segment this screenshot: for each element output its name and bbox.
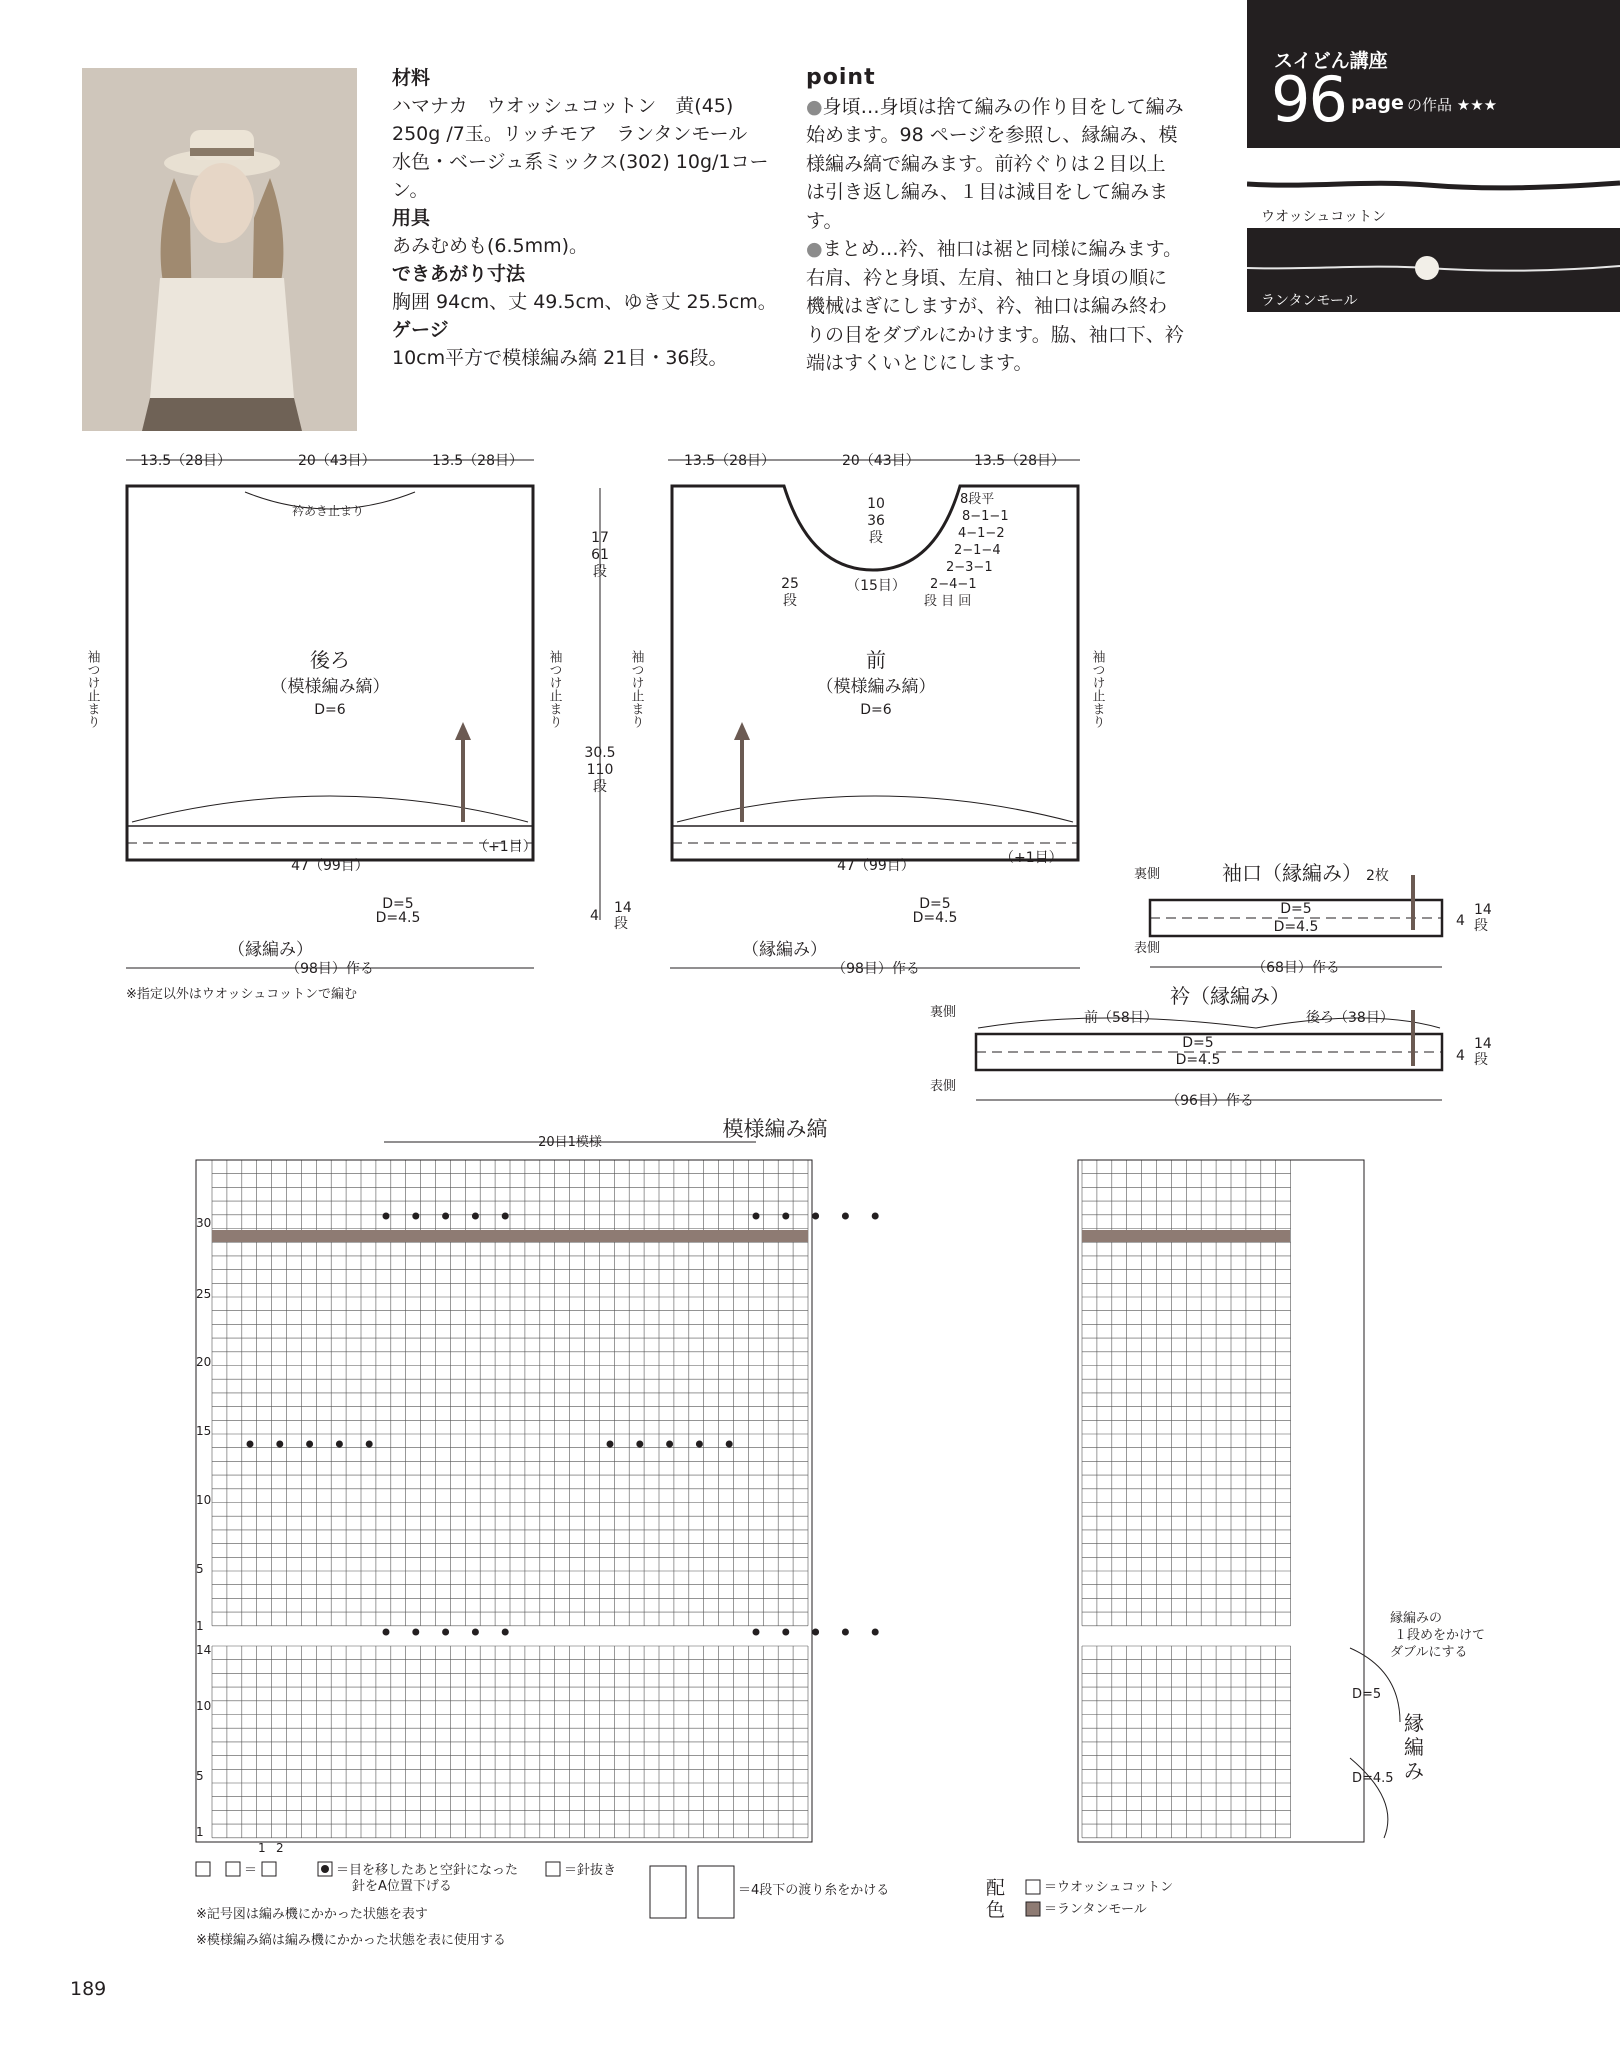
cuff-title: 袖口（縁編み） [1222, 861, 1362, 885]
back-armhole-unit: 段 [593, 564, 607, 580]
legend-mole: ＝ランタンモール [1044, 1902, 1147, 1917]
row-5: 5 [196, 1562, 204, 1576]
chart-d5: D=5 [1352, 1687, 1382, 1702]
legend-float: ＝4段下の渡り糸をかける [738, 1883, 890, 1898]
decrease-legend: 段 目 回 [924, 594, 972, 609]
cuff-d5: D=5 [1280, 901, 1312, 917]
point-text-2: まとめ…衿、袖口は裾と同様に編みます。右肩、衿と身頃、左肩、袖口と身頃の順に機械はぎにしますが、衿、袖口は編み終わりの目をダブルにかけます。脇、袖口下、衿端はすくいとじにします。 [806, 238, 1184, 374]
work-page-number: 96 [1271, 63, 1346, 136]
front-tension: D=6 [860, 702, 892, 718]
front-sleeve-stop-left: 袖つけ止まり [628, 650, 644, 728]
back-sleeve-stop-left: 袖つけ止まり [84, 650, 100, 728]
schematics [0, 430, 1620, 1110]
collar-cast-on: （96目）作る [1166, 1093, 1254, 1109]
tools-text: あみむめも(6.5mm)。 [392, 235, 589, 257]
row-30: 30 [196, 1216, 212, 1230]
legend-color-2: 色 [986, 1899, 1006, 1921]
back-neck-width: 20（43目） [298, 453, 376, 469]
gauge-heading: ゲージ [392, 319, 449, 341]
decrease-2: 8−1−1 [962, 509, 1009, 524]
cuff-count: 2枚 [1366, 868, 1389, 884]
edge-label-3: み [1404, 1759, 1424, 1783]
difficulty-label: の作品 ★★★ [1407, 96, 1498, 114]
chart-grid [196, 1160, 1364, 1842]
back-width: 47（99目） [291, 858, 369, 874]
chart-note-3: ダブルにする [1390, 1645, 1468, 1660]
decrease-4: 2−1−4 [954, 543, 1001, 558]
legend-transfer: ＝目を移したあと空針になった [336, 1863, 519, 1878]
yarn-label-1: ウオッシュコットン [1261, 209, 1387, 225]
chart-repeat: 20目1模様 [538, 1135, 602, 1150]
front-sleeve-stop-right: 袖つけ止まり [1089, 650, 1105, 728]
back-cast-on: （98目）作る [286, 961, 374, 977]
back-neck-stop: 衿あき止まり [292, 504, 365, 518]
cuff-omote: 表側 [1134, 941, 1161, 956]
col-2: 2 [276, 1841, 284, 1855]
row-1: 1 [196, 1619, 204, 1633]
front-increase: （+1目） [1000, 850, 1063, 866]
point-heading: point [806, 65, 876, 90]
front-neck-width: 20（43目） [842, 453, 920, 469]
yarn-swatch-1 [1247, 150, 1620, 228]
edge-row-1: 1 [196, 1825, 204, 1839]
size-heading: できあがり寸法 [392, 263, 526, 285]
stitch-chart [0, 1110, 1620, 1970]
legend-color-1: 配 [986, 1877, 1006, 1899]
front-neck-depth-cm: 10 [867, 496, 885, 512]
back-sleeve-stop-right: 袖つけ止まり [546, 650, 562, 728]
legend-transfer-2: 針をA位置下げる [352, 1879, 452, 1894]
model-photo [82, 68, 357, 431]
collar-ura: 裏側 [930, 1005, 957, 1020]
work-page-label: page [1351, 92, 1404, 114]
point-text-1: 身頃…身頃は捨て編みの作り目をして編み始めます。98 ページを参照し、縁編み、模様編み縞で編みます。前衿ぐりは２目以上は引き返し編み、１目は減目をして編みます。 [806, 95, 1184, 232]
collar-d5: D=5 [1182, 1035, 1214, 1051]
collar-d45: D=4.5 [1175, 1052, 1221, 1068]
row-15: 15 [196, 1424, 212, 1438]
front-shoulder-right: 13.5（28目） [974, 453, 1065, 469]
collar-omote: 表側 [930, 1079, 957, 1094]
edge-row-10: 10 [196, 1699, 212, 1713]
collar-front: 前（58目） [1084, 1010, 1158, 1026]
back-edge-rows: 14 [614, 900, 632, 916]
collar-edge-cm: 4 [1456, 1048, 1465, 1064]
edge-label-2: 編 [1404, 1735, 1424, 1759]
back-increase: （+1目） [474, 839, 537, 855]
back-tension: D=6 [314, 702, 346, 718]
back-edging: （縁編み） [228, 940, 313, 960]
front-shoulder-left: 13.5（28目） [684, 453, 775, 469]
back-edge-unit: 段 [614, 916, 628, 932]
chart-d45: D=4.5 [1352, 1771, 1394, 1786]
chart-legend [196, 1862, 1173, 1948]
bullet-icon: ● [806, 238, 823, 260]
front-neck-stitches: （15目） [846, 578, 906, 594]
edge-row-5: 5 [196, 1769, 204, 1783]
back-body-cm: 30.5 [584, 745, 616, 761]
cuff-edge-unit: 段 [1474, 918, 1488, 934]
material-text: ハマナカ ウオッシュコットン 黄(45) 250g /7玉。リッチモア ランタンモール 水色・ベージュ系ミックス(302) 10g/1コーン。 [392, 95, 769, 201]
decrease-1: 8段平 [960, 492, 995, 507]
back-edge-cm: 4 [590, 908, 599, 924]
legend-eq: ＝ [244, 1863, 258, 1878]
row-25: 25 [196, 1287, 212, 1301]
chart-note-2: １段めをかけて [1394, 1628, 1486, 1643]
back-shoulder-right: 13.5（28目） [432, 453, 523, 469]
front-side-rows: 25 [781, 576, 799, 592]
row-20: 20 [196, 1355, 212, 1369]
cuff-edge-cm: 4 [1456, 913, 1465, 929]
back-note: ※指定以外はウオッシュコットンで編む [126, 987, 357, 1002]
collar-edge-rows: 14 [1474, 1036, 1492, 1052]
front-neck-depth-rows: 36 [867, 513, 885, 529]
legend-cotton: ＝ウオッシュコットン [1044, 1880, 1174, 1895]
back-armhole-rows: 61 [591, 547, 609, 563]
cuff-schematic [1134, 861, 1492, 976]
size-text: 胸囲 94cm、丈 49.5cm、ゆき丈 25.5cm。 [392, 291, 777, 313]
materials-block [392, 64, 782, 372]
chart-note-1: 縁編みの [1390, 1611, 1443, 1626]
back-body-unit: 段 [593, 779, 607, 795]
edge-row-14: 14 [196, 1643, 212, 1657]
edge-label-1: 縁 [1404, 1711, 1424, 1735]
chart-title: 模様編み縞 [722, 1117, 828, 1141]
yarn-label-2: ランタンモール [1261, 293, 1358, 309]
point-block [806, 64, 1184, 378]
point-paragraph-1 [806, 93, 1184, 236]
back-body-rows: 110 [586, 762, 614, 778]
back-shoulder-left: 13.5（28目） [140, 453, 231, 469]
cuff-ura: 裏側 [1134, 867, 1161, 882]
front-side-unit: 段 [783, 593, 797, 609]
course-badge [1247, 0, 1620, 148]
legend-drop: ＝針抜き [564, 1863, 617, 1878]
collar-schematic [930, 984, 1492, 1109]
decrease-3: 4−1−2 [958, 526, 1005, 541]
page-number: 189 [70, 1978, 107, 2000]
front-edging: （縁編み） [742, 940, 827, 960]
legend-note-2: ※模様編み縞は編み機にかかった状態を表に使用する [196, 1933, 506, 1948]
cuff-cast-on: （68目）作る [1252, 960, 1340, 976]
material-heading: 材料 [392, 67, 431, 89]
collar-title: 衿（縁編み） [1170, 984, 1290, 1008]
front-title: 前 [866, 648, 886, 672]
front-neck-depth-unit: 段 [869, 530, 883, 546]
back-pattern: （模様編み縞） [270, 677, 390, 697]
yarn-swatch-2 [1247, 228, 1620, 312]
front-schematic [629, 453, 1106, 977]
back-schematic [85, 453, 632, 1002]
front-cast-on: （98目）作る [832, 961, 920, 977]
decrease-5: 2−3−1 [946, 560, 993, 575]
back-d5: D=5 [382, 896, 414, 912]
col-1: 1 [258, 1841, 266, 1855]
collar-back: 後ろ（38目） [1306, 1010, 1394, 1026]
legend-note-1: ※記号図は編み機にかかった状態を表す [196, 1907, 428, 1922]
decrease-6: 2−4−1 [930, 577, 977, 592]
back-armhole-cm: 17 [591, 530, 609, 546]
point-paragraph-2 [806, 235, 1184, 378]
tools-heading: 用具 [392, 207, 431, 229]
gauge-text: 10cm平方で模様編み縞 21目・36段。 [392, 347, 728, 369]
back-d45: D=4.5 [375, 910, 421, 926]
front-pattern: （模様編み縞） [816, 677, 936, 697]
front-width: 47（99目） [837, 858, 915, 874]
back-title: 後ろ [310, 648, 350, 672]
bullet-icon: ● [806, 95, 823, 118]
cuff-d45: D=4.5 [1273, 919, 1319, 935]
row-10: 10 [196, 1493, 212, 1507]
front-d5: D=5 [919, 896, 951, 912]
course-title: スイどん講座 [1274, 50, 1388, 72]
front-d45: D=4.5 [912, 910, 958, 926]
collar-edge-unit: 段 [1474, 1052, 1488, 1068]
model-illustration [82, 68, 357, 431]
cuff-edge-rows: 14 [1474, 902, 1492, 918]
